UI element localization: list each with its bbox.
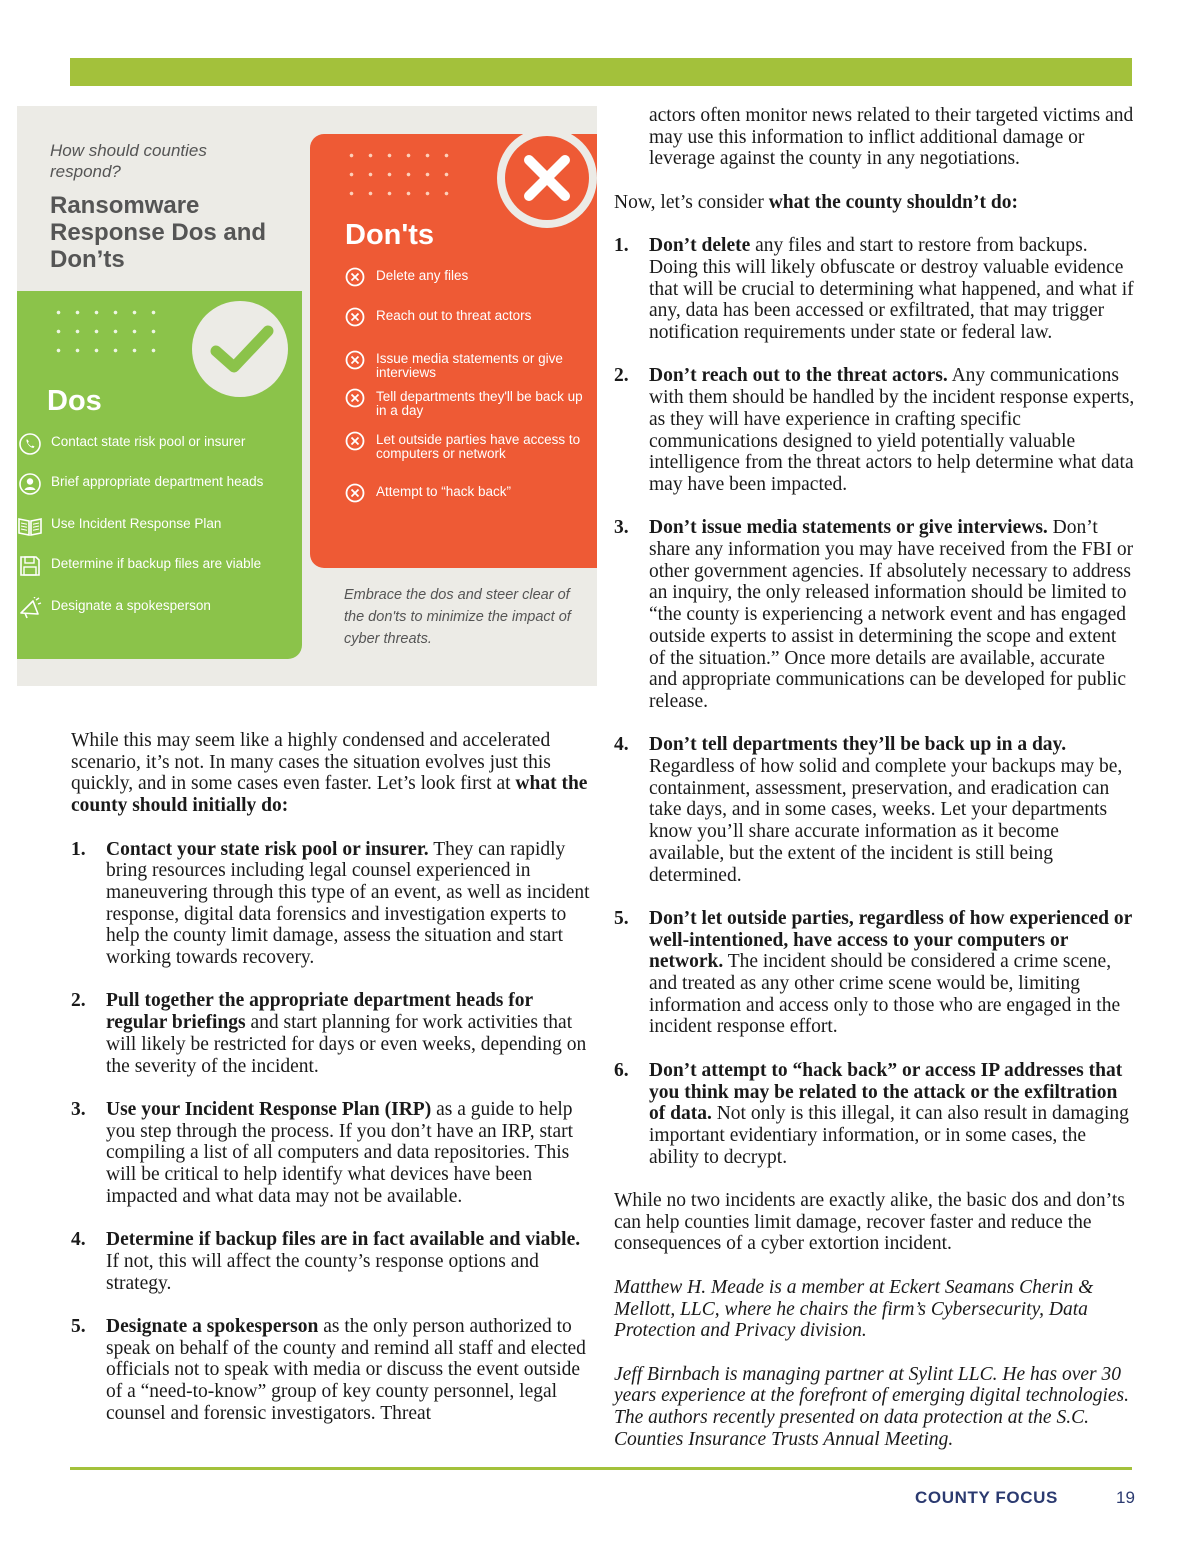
item-lead: Don’t delete [649,235,751,257]
x-mark-icon [497,128,597,228]
phone-icon [17,431,43,457]
item-lead: Don’t tell departments they’ll be back up in a day. [649,734,1067,756]
dos-heading: Dos [47,385,102,417]
author-bio-meade [614,1277,1136,1342]
dos-panel [17,291,302,659]
do-item [17,595,267,621]
list-item [614,734,1136,886]
do-label: Brief appropriate department heads [51,474,264,489]
item-number: 4. [614,734,629,756]
do-label: Contact state risk pool or insurer [51,434,246,449]
intro-text: While this may seem like a highly condensed and accelerated scenario, it’s not. In many cases the situation evolves just this quickly, and in some cases even faster. Let’s look first at [71,730,551,795]
item-text: as the only person authorized to speak on behalf of the county and remind all staff and elected officials not to speak with media or discuss the event outside of a “need-to-know” group of key county personnel, legal counsel and forensic investigators. Threat [106,1315,586,1424]
donts-list [614,235,1136,1168]
item-text: If not, this will affect the county’s response options and strategy. [106,1250,539,1294]
bio-text: Matthew H. Meade is a member at Eckert Seamans Cherin & Mellott, LLC, where he chairs the firm’s Cybersecurity, Data Protection and Privacy division. [614,1276,1094,1342]
dont-item [345,387,585,418]
item-number: 2. [71,990,86,1012]
bio-text: Jeff Birnbach is managing partner at Sylint LLC. He has over 30 years experience at the forefront of emerging digital technologies. The authors recently presented on data protection at the S.C. Counties Insurance Trusts Annual Meeting. [614,1363,1129,1450]
dont-item [345,306,585,327]
item-number: 3. [71,1098,86,1120]
x-circle-icon [345,431,365,451]
person-icon [17,471,43,497]
infographic-caption: Embrace the dos and steer clear of the don'ts to minimize the impact of cyber threats. [344,587,571,647]
list-item [614,365,1136,495]
item-lead: Don’t let outside parties, regardless of how experienced or well-intentioned, have access to your computers or network. [649,907,1132,973]
item-lead: Contact your state risk pool or insurer. [106,838,429,860]
dont-label: Let outside parties have access to computers or network [376,432,581,461]
top-accent-bar [70,58,1132,86]
continuation-paragraph: actors often monitor news related to their targeted victims and may use this information to inflict additional damage or leverage against the county in any negotiations. [649,105,1134,170]
list-item [71,839,591,969]
list-item [71,1316,591,1425]
transition-bold: what the county shouldn’t do: [768,191,1018,213]
item-number: 2. [614,365,629,387]
do-item [17,553,267,579]
book-icon [17,513,43,539]
transition-paragraph [614,192,1136,214]
transition-text: Now, let’s consider [614,191,769,213]
item-lead: Don’t reach out to the threat actors. [649,365,948,387]
dont-label: Reach out to threat actors [376,308,532,323]
item-number: 4. [71,1229,86,1251]
dont-label: Delete any files [376,268,469,283]
item-number: 3. [614,517,629,539]
list-item [614,908,1136,1038]
item-text: as a guide to help you step through the process. If you don’t have an IRP, start compiling a list of all computers and data repositories. This will be critical to help identify what devices have been impacted and what data may not be available. [106,1098,574,1207]
conclusion-paragraph: While no two incidents are exactly alike, the basic dos and don’ts can help counties limit damage, recover faster and reduce the consequences of a cyber extortion incident. [614,1190,1125,1255]
item-lead: Determine if backup files are in fact available and viable. [106,1229,581,1251]
dos-list [71,839,591,1425]
item-number: 1. [614,235,629,257]
author-bio-birnbach [614,1364,1136,1451]
infographic-question: How should counties respond? [50,141,207,181]
do-item [17,513,267,539]
dont-label: Tell departments they'll be back up in a day [376,389,583,418]
item-text: Don’t share any information you may have received from the FBI or other government agencies. If absolutely necessary to address an inquiry, the only released information should be limited to “the county is experiencing a network event and has engaged outside experts to assist in determining the scope and extent of the situation.” Once more details are available, accurate and appropriate communications can be developed for public release. [649,517,1134,712]
checkmark-icon [192,301,288,397]
list-item [71,1229,591,1294]
do-label: Designate a spokesperson [51,598,211,613]
donts-heading: Don'ts [345,219,435,251]
item-number: 5. [614,907,629,929]
list-item [614,235,1136,344]
do-item [17,471,267,497]
megaphone-icon [17,595,43,621]
item-text: The incident should be considered a crime scene, and treated as any other crime scene would be, limiting information and access only to those who are engaged in the incident response effort. [649,951,1121,1038]
intro-bold: what the county should initially do: [71,773,588,817]
infographic-title: Ransomware Response Dos and Don’ts [50,192,267,273]
item-text: Any communications with them should be handled by the incident response experts, as they will have experience in crafting specific communications designed to yield potentially valuable intelligence from the threat actors to help determine what data may have been impacted. [649,365,1135,495]
item-text: any files and start to restore from backups. Doing this will likely obfuscate or destroy valuable evidence that will be crucial to determining what happened, and what if any, data has been accessed or exfiltrated, that may trigger notification requirements under state or federal law. [649,235,1134,343]
item-lead: Pull together the appropriate department heads for regular briefings [106,990,533,1034]
list-item [614,517,1136,712]
dont-label: Attempt to “hack back” [376,484,512,499]
item-text: Regardless of how solid and complete your backups may be, containment, assessment, preservation, and eradication can take days, and in some cases, weeks. Let your departments know you’ll share accurate information as it become available, but the extent of the incident is still being determined. [649,756,1123,886]
page-number: 19 [1116,1488,1135,1507]
do-item [17,431,267,457]
item-lead: Use your Incident Response Plan (IRP) [106,1098,432,1120]
intro-paragraph [71,730,591,817]
x-circle-icon [345,350,365,370]
publication-name: COUNTY FOCUS [915,1488,1058,1507]
x-circle-icon [345,388,365,408]
item-lead: Don’t attempt to “hack back” or access IP addresses that you think may be related to the attack or the exfiltration of data. [649,1059,1123,1125]
item-number: 1. [71,838,86,860]
right-column [614,105,1136,1450]
do-label: Use Incident Response Plan [51,516,222,531]
floppy-disk-icon [17,553,43,579]
item-text: They can rapidly bring resources including legal counsel experienced in maneuvering through this type of an event, as well as incident response, digital data forensics and investigation experts to help the county limit damage, assess the situation and start working towards recovery. [106,838,590,969]
dont-item [345,266,585,287]
x-circle-icon [345,267,365,287]
donts-panel [310,134,597,568]
footer-rule [70,1467,1132,1470]
item-lead: Designate a spokesperson [106,1315,319,1337]
item-lead: Don’t issue media statements or give interviews. [649,517,1048,539]
item-text: Not only is this illegal, it can also result in damaging important evidentiary information, or in some cases, the ability to decrypt. [649,1103,1129,1168]
list-item [614,1060,1136,1169]
dont-item [345,482,585,503]
item-number: 6. [614,1059,629,1081]
do-label: Determine if backup files are viable [51,556,262,571]
dont-item [345,430,585,461]
left-column [71,730,591,1424]
dots-pattern [49,303,159,363]
dots-pattern [342,146,452,206]
item-text: and start planning for work activities that will likely be restricted for days or even weeks, depending on the severity of the incident. [106,1012,587,1077]
dont-item [345,349,585,380]
item-number: 5. [71,1315,86,1337]
list-item [71,990,591,1077]
list-item [71,1099,591,1208]
x-circle-icon [345,483,365,503]
dont-label: Issue media statements or give interviews [376,351,563,380]
x-circle-icon [345,307,365,327]
ransomware-infographic [17,106,597,686]
